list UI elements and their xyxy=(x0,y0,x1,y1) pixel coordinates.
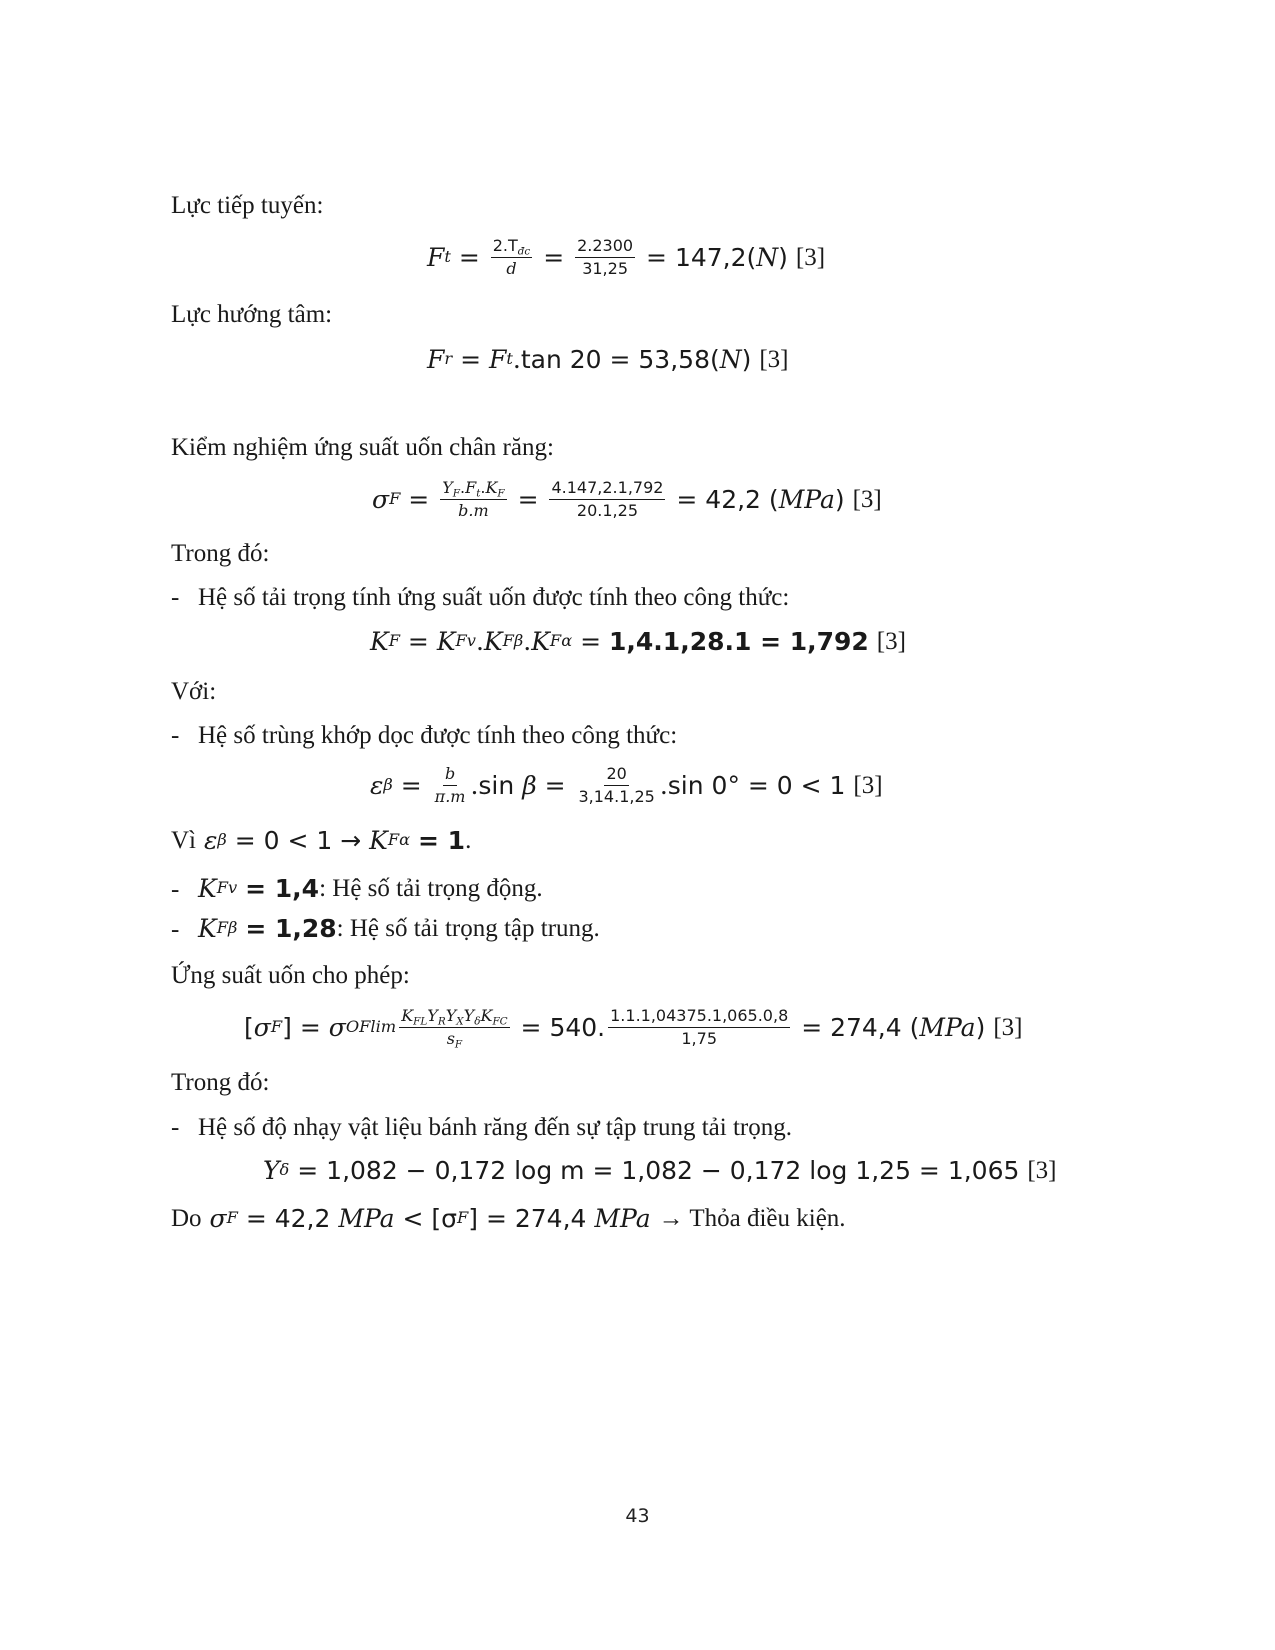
equation-kf: K F = K Fv . K Fβ . K Fα = 1,4.1,28.1 = 1,792 [3] xyxy=(370,626,906,656)
unit: N xyxy=(719,344,742,374)
equation-ft: F t = $\frac{2.T_{đc}}{d}$ = $\frac{2.2300}{31,25}$ = 147,2 ( N ) [3] xyxy=(427,235,826,278)
bullet-overlap-ratio: Hệ số trùng khớp dọc được tính theo công thức: xyxy=(198,722,678,749)
kf-result: 1,4.1,28.1 = 1,792 xyxy=(609,626,869,656)
fraction: $\frac{K_{FL}Y_RY_XY_\delta K_{FC}}{s_F}$ xyxy=(401,1005,508,1051)
unit: N xyxy=(756,242,779,272)
allowable-sigma-result: 274,4 xyxy=(830,1012,902,1042)
bullet-dash: - xyxy=(171,876,180,903)
text: 2.T xyxy=(492,235,518,255)
text: 1,75 xyxy=(681,1028,717,1048)
bullet-dash: - xyxy=(171,722,180,749)
reference: [3] xyxy=(853,771,883,799)
statement-since-epsilon: Vì ε β = 0 < 1 → K Fα = 1 . xyxy=(171,825,472,855)
text: ] = 274,4 xyxy=(468,1203,587,1233)
text: d xyxy=(506,258,517,278)
heading-tangential-force: Lực tiếp tuyến: xyxy=(171,192,324,219)
heading-with: Với: xyxy=(171,678,217,705)
fraction xyxy=(608,1005,790,1048)
equation-fr: F r = F t . tan 20 = 53,58 ( N ) [3] xyxy=(427,344,789,374)
text: 2.2300 xyxy=(575,238,635,258)
heading-bending-stress-check: Kiểm nghiệm ứng suất uốn chân răng: xyxy=(171,434,554,461)
equation-allowable-sigma: [ σ F ] = σ OFlim $\frac{K_{FL}Y_RY_XY_\delta K_{FC}}{s_F}$ = 540. $\frac{1.1.1,04375.1,065.0,8}{1,75}$ = 274,4 ( MPa ) [3] xyxy=(244,1005,1023,1051)
text: tan 20 xyxy=(520,344,602,374)
text: 3,14.1,25 xyxy=(578,786,655,806)
bullet-dash: - xyxy=(171,916,180,943)
heading-allowable-stress: Ứng suất uốn cho phép: xyxy=(171,962,410,989)
sigma-f-result: 42,2 xyxy=(705,484,761,514)
reference: [3] xyxy=(993,1013,1023,1041)
text: = 1,082 − 0,172 log m = 1,082 − 0,172 log 1,25 = 1,065 xyxy=(297,1155,1020,1185)
text: đc xyxy=(517,245,531,258)
text: 31,25 xyxy=(582,258,628,278)
bullet-kfb: K Fβ = 1,28 : Hệ số tải trọng tập trung. xyxy=(198,913,600,943)
equation-y-delta: Y δ = 1,082 − 0,172 log m = 1,082 − 0,172 log 1,25 = 1,065 [3] xyxy=(263,1155,1057,1185)
unit: MPa xyxy=(919,1012,976,1042)
text: = 42,2 xyxy=(245,1203,331,1233)
unit: MPa xyxy=(778,484,835,514)
page-number: 43 xyxy=(625,1505,650,1527)
fraction xyxy=(576,763,656,806)
text: : Hệ số tải trọng tập trung. xyxy=(336,914,600,942)
text: 20 xyxy=(604,766,628,786)
unit: MPa xyxy=(594,1203,651,1233)
bullet-dash: - xyxy=(171,584,180,611)
equation-sigma-f: σ F = $\frac{Y_F.F_t.K_F}{b.m}$ = $\frac{4.147,2.1,792}{20.1,25}$ = 42,2 ( MPa ) [3] xyxy=(372,477,882,520)
fraction xyxy=(491,235,533,278)
text: Vì xyxy=(171,826,196,854)
reference: [3] xyxy=(759,345,789,373)
bullet-load-factor: Hệ số tải trọng tính ứng suất uốn được tính theo công thức: xyxy=(198,584,790,611)
text: 20.1,25 xyxy=(576,500,638,520)
text: 4.147,2.1,792 xyxy=(549,480,665,500)
text: : Hệ số tải trọng động. xyxy=(319,874,543,902)
reference: [3] xyxy=(852,485,882,513)
unit: MPa xyxy=(338,1203,395,1233)
text: = 1,4 xyxy=(245,873,320,903)
bullet-kfv: K Fv = 1,4 : Hệ số tải trọng động. xyxy=(198,873,543,903)
fr-result: 53,58 xyxy=(638,344,710,374)
text: π.m xyxy=(434,786,466,806)
text: = 1 xyxy=(418,825,466,855)
ft-result: 147,2 xyxy=(674,242,747,272)
epsilon-result: sin 0° = 0 < 1 xyxy=(667,770,846,800)
text: = 0 < 1 → xyxy=(234,825,362,855)
fraction xyxy=(433,763,468,806)
text: 1.1.1,04375.1,065.0,8 xyxy=(608,1008,790,1028)
heading-where: Trong đó: xyxy=(171,540,270,567)
text: Do xyxy=(171,1204,202,1232)
reference: [3] xyxy=(1027,1156,1057,1184)
statement-conclusion: Do σ F = 42,2 MPa < [σ F ] = 274,4 MPa → Thỏa điều kiện. xyxy=(171,1203,846,1233)
text: b xyxy=(444,763,456,783)
bullet-sensitivity: Hệ số độ nhạy vật liệu bánh răng đến sự tập trung tải trọng. xyxy=(198,1114,792,1141)
text: = 1,28 xyxy=(245,913,337,943)
bullet-dash: - xyxy=(171,1114,180,1141)
reference: [3] xyxy=(795,243,826,271)
equation-epsilon: ε β = $\frac{b}{\pi.m}$ . sin β = $\frac{20}{3,14.1,25}$ . sin 0° = 0 < 1 [3] xyxy=(370,763,883,806)
heading-radial-force: Lực hướng tâm: xyxy=(171,301,333,328)
fraction xyxy=(549,477,665,520)
text: → Thỏa điều kiện. xyxy=(658,1204,846,1232)
fraction: $\frac{Y_F.F_t.K_F}{b.m}$ xyxy=(442,477,505,520)
reference: [3] xyxy=(876,627,906,655)
text: < [σ xyxy=(402,1203,457,1233)
heading-where-2: Trong đó: xyxy=(171,1069,270,1096)
fraction xyxy=(575,235,635,278)
text: 540. xyxy=(549,1012,606,1042)
